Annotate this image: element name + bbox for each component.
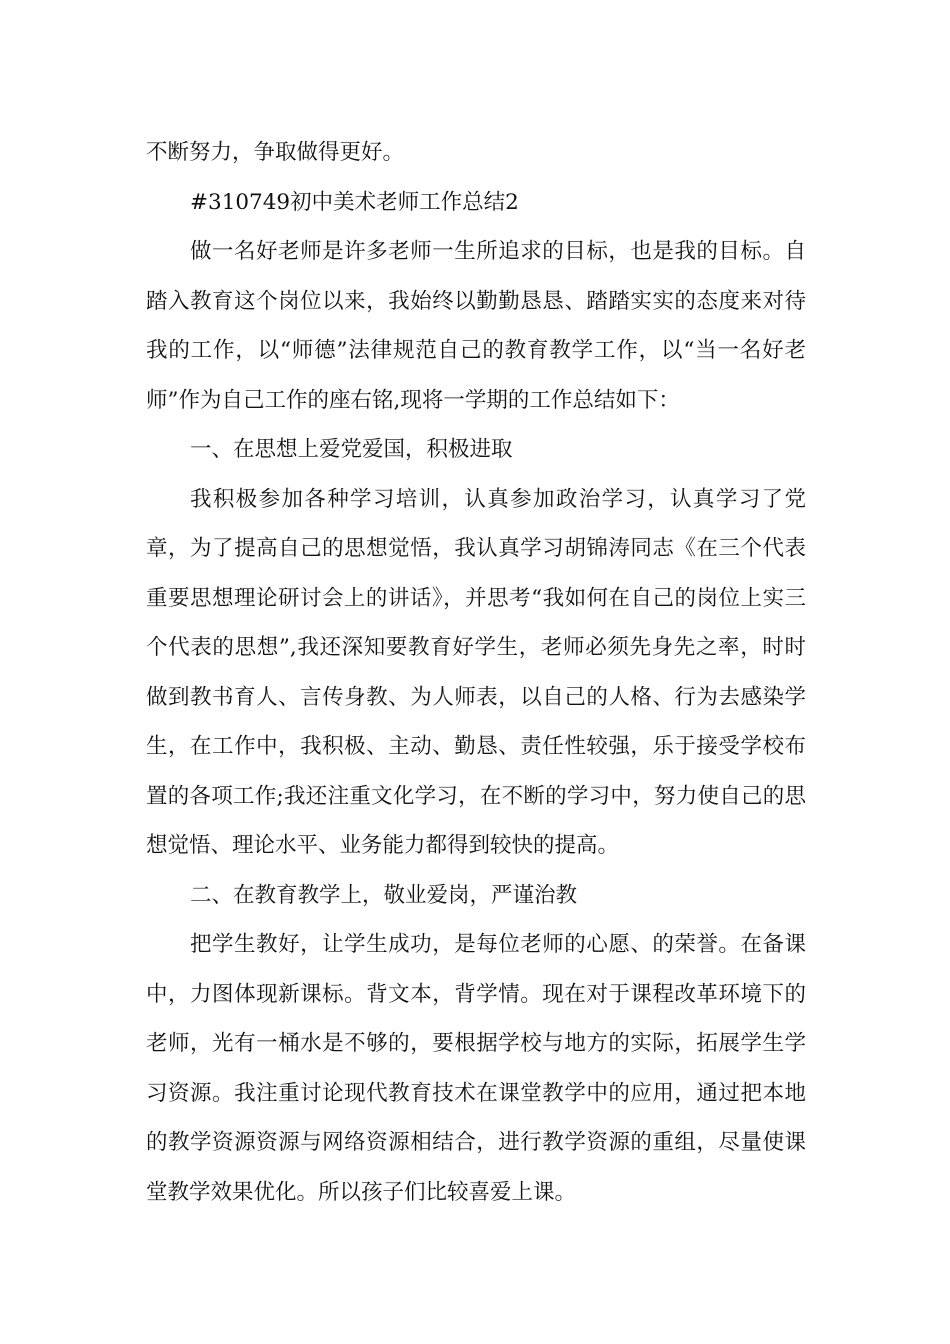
section-heading-summary-2: #310749初中美术老师工作总结2 [190,189,519,215]
document-body [146,128,806,1217]
paragraph-ideology: 我积极参加各种学习培训，认真参加政治学习，认真学习了党章，为了提高自己的思想觉悟，我认真学习胡锦涛同志《在三个代表重要思想理论研讨会上的讲话》，并思考“我如何在自己的岗位上实三个代表的思想”,我还深知要教育好学生，老师必须先身先之率，时时做到教书育人、言传身教、为人师表，以自己的人格、行为去感染学生，在工作中，我积极、主动、勤恳、责任性较强，乐于接受学校布置的各项工作;我还注重文化学习，在不断的学习中，努力使自己的思想觉悟、理论水平、业务能力都得到较快的提高。 [146,486,806,858]
paragraph-continuation: 不断努力，争取做得更好。 [146,140,405,165]
paragraph-teaching: 把学生教好，让学生成功，是每位老师的心愿、的荣誉。在备课中，力图体现新课标。背文本，背学情。现在对于课程改革环境下的老师，光有一桶水是不够的，要根据学校与地方的实际，拓展学生学习资源。我注重讨论现代教育技术在课堂教学中的应用，通过把本地的教学资源资源与网络资源相结合，进行教学资源的重组，尽量使课堂教学效果优化。所以孩子们比较喜爱上课。 [146,932,806,1205]
heading-ideology: 一、在思想上爱党爱国，积极进取 [190,437,513,462]
paragraph-intro: 做一名好老师是许多老师一生所追求的目标，也是我的目标。自踏入教育这个岗位以来，我始终以勤勤恳恳、踏踏实实的态度来对待我的工作，以“师德”法律规范自己的教育教学工作，以“当一名好老师”作为自己工作的座右铭,现将一学期的工作总结如下： [146,239,806,413]
heading-teaching: 二、在教育教学上，敬业爱岗，严谨治教 [190,882,578,908]
